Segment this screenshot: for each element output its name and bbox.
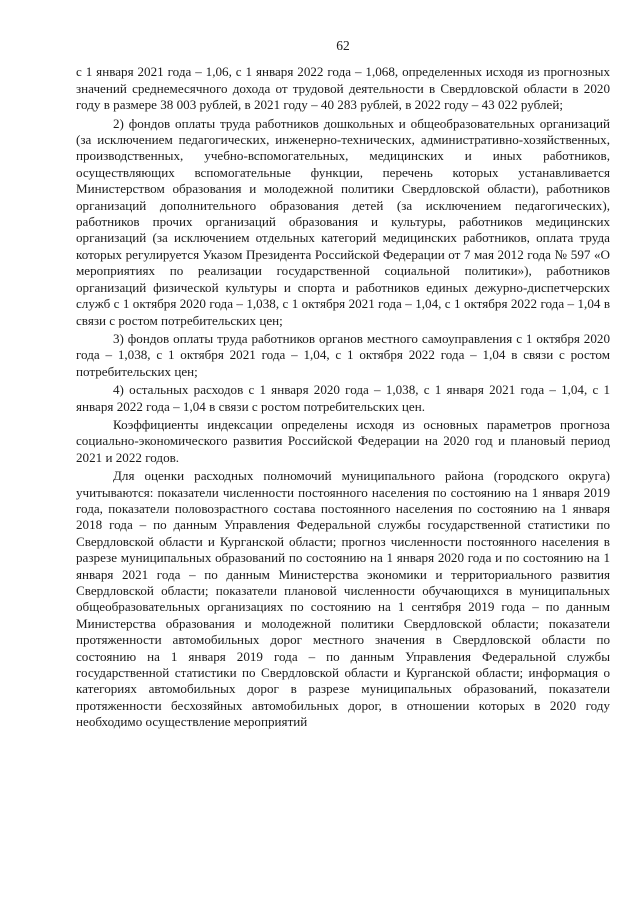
paragraph-indexation-coefficients: Коэффициенты индексации определены исходя из основных параметров прогноза социально-экономического развития Российской Федерации на 2020 год и плановый период 2021 и 2022 годов. xyxy=(76,416,610,465)
paragraph-item-4-other-expenses: 4) остальных расходов с 1 января 2020 года – 1,038, с 1 января 2021 года – 1,04, с 1 января 2022 года – 1,04 в связи с ростом потребительских цен. xyxy=(76,382,610,414)
paragraph-assessment-indicators: Для оценки расходных полномочий муниципального района (городского округа) учитываются: показатели численности постоянного населения по состоянию на 1 января 2019 года, показатели половозрастного состава постоянного населения по состоянию на 1 января 2018 года – по данным Управления Федеральной службы государственной статистики по Свердловской области и Курганской области; прогноз численности постоянного населения в разрезе муниципальных образований по состоянию на 1 января 2020 года и по состоянию на 1 января 2021 года – по данным Министерства экономики и территориального развития Свердловской области; показатели плановой численности обучающихся в муниципальных общеобразовательных организациях по состоянию на 1 сентября 2019 года – по данным Министерства образования и молодежной политики Свердловской области; показатели протяженности автомобильных дорог местного значения в Свердловской области по состоянию на 1 января 2019 года – по данным Управления Федеральной службы государственной статистики по Свердловской области и Курганской области; информация о категориях автомобильных дорог в разрезе муниципальных образований, показатели протяженности бесхозяйных автомобильных дорог, в отношении которых в 2020 году необходимо осуществление мероприятий xyxy=(76,468,610,730)
paragraph-item-3-local-government: 3) фондов оплаты труда работников органов местного самоуправления с 1 октября 2020 года – 1,038, с 1 октября 2021 года – 1,04, с 1 октября 2022 года – 1,04 в связи с ростом потребительских цен; xyxy=(76,330,610,379)
page-number: 62 xyxy=(336,38,350,53)
paragraph-item-2-wage-funds: 2) фондов оплаты труда работников дошкольных и общеобразовательных организаций (за исключением педагогических, инженерно-технических, административно-хозяйственных, производственных, учебно-вспомогательных, медицинских и иных работников, осуществляющих вспомогательные функции, перечень которых устанавливается Министерством образования и молодежной политики Свердловской области), работников организаций дополнительного образования детей (за исключением педагогических), работников прочих организаций образования и культуры, работников медицинских организаций (за исключением отдельных категорий медицинских работников, оплата труда которых регулируется Указом Президента Российской Федерации от 7 мая 2012 года № 597 «О мероприятиях по реализации государственной социальной политики»), работников организаций физической культуры и спорта и работников единых дежурно-диспетчерских служб с 1 октября 2020 года – 1,038, с 1 октября 2021 года – 1,04, с 1 октября 2022 года – 1,04 в связи с ростом потребительских цен; xyxy=(76,115,610,328)
paragraph-income-forecast: с 1 января 2021 года – 1,06, с 1 января 2022 года – 1,068, определенных исходя из прогнозных значений среднемесячного дохода от трудовой деятельности в Свердловской области в 2020 году в размере 38 003 рублей, в 2021 году – 40 283 рублей, в 2022 году – 43 022 рублей; xyxy=(76,64,610,113)
document-page xyxy=(76,38,610,733)
